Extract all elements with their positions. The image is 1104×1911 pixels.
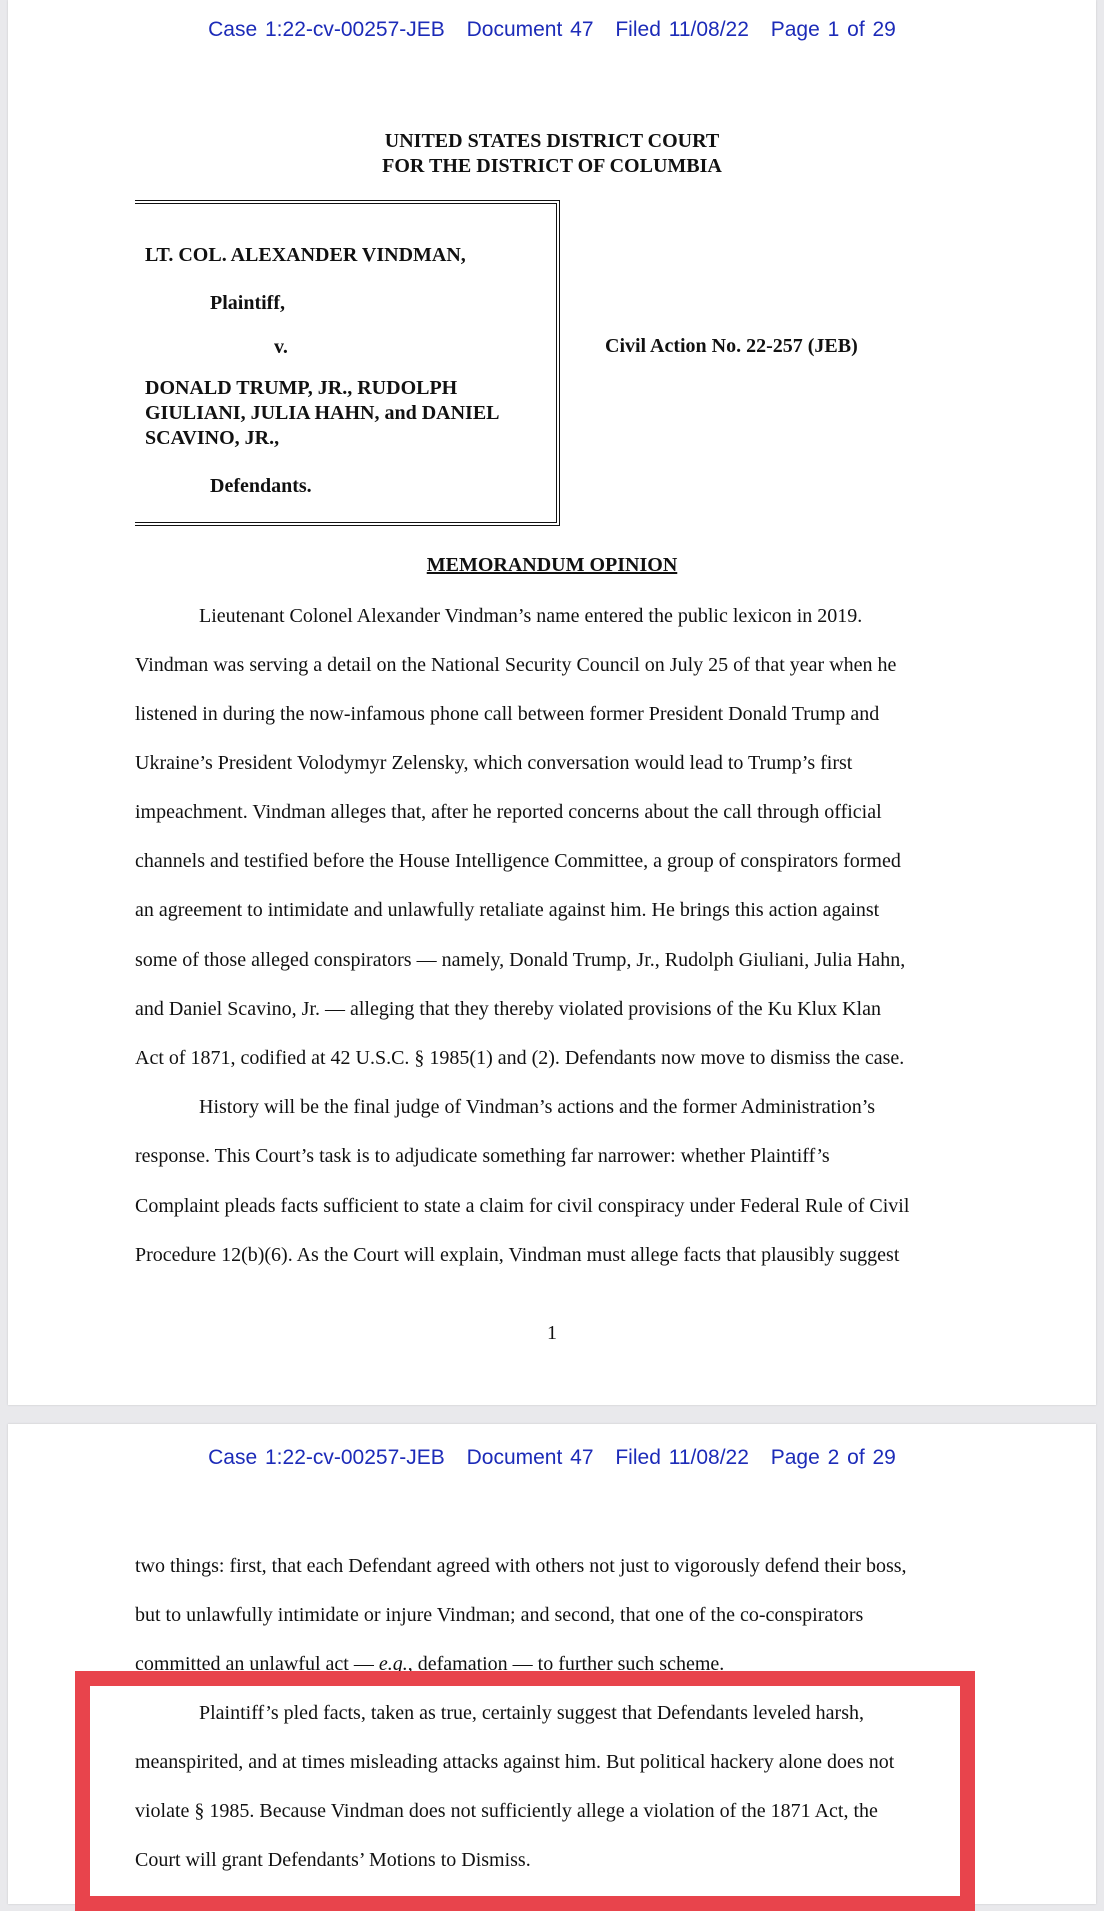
body-line: [135, 1652, 724, 1676]
body-line: Court will grant Defendants’ Motions to Dismiss.: [135, 1849, 531, 1871]
filed-date: Filed 11/08/22: [615, 1446, 749, 1469]
document-number: Document 47: [466, 18, 594, 41]
ecf-header: [8, 18, 1096, 42]
defendants-line: GIULIANI, JULIA HAHN, and DANIEL: [145, 402, 500, 424]
defendants-names: [145, 376, 500, 451]
document-number: Document 47: [466, 1446, 594, 1469]
body-line: Procedure 12(b)(6). As the Court will explain, Vindman must allege facts that plausibly suggest: [135, 1244, 900, 1266]
court-name: UNITED STATES DISTRICT COURT: [384, 130, 720, 152]
plaintiff-name: LT. COL. ALEXANDER VINDMAN,: [145, 244, 466, 266]
ecf-header: [8, 1446, 1096, 1470]
line-text: committed an unlawful act —: [135, 1653, 379, 1675]
memorandum-title: MEMORANDUM OPINION: [426, 554, 678, 576]
body-line: Plaintiff’s pled facts, taken as true, certainly suggest that Defendants leveled harsh,: [199, 1702, 864, 1724]
body-line: response. This Court’s task is to adjudicate something far narrower: whether Plaintiff’s: [135, 1145, 830, 1167]
court-district: FOR THE DISTRICT OF COLUMBIA: [382, 155, 722, 177]
case-number: Case 1:22-cv-00257-JEB: [208, 18, 445, 41]
body-line: Lieutenant Colonel Alexander Vindman’s name entered the public lexicon in 2019.: [199, 605, 863, 627]
body-line: violate § 1985. Because Vindman does not sufficiently allege a violation of the 1871 Act, the: [135, 1800, 878, 1822]
line-text: , defamation — to further such scheme.: [407, 1653, 725, 1675]
body-line: Ukraine’s President Volodymyr Zelensky, which conversation would lead to Trump’s first: [135, 752, 853, 774]
filed-date: Filed 11/08/22: [615, 18, 749, 41]
italic-eg: e.g.: [378, 1653, 408, 1675]
page-number: 1: [547, 1322, 557, 1344]
body-line: impeachment. Vindman alleges that, after he reported concerns about the call through official: [135, 801, 882, 823]
defendants-line: SCAVINO, JR.,: [145, 427, 280, 449]
body-line: and Daniel Scavino, Jr. — alleging that they thereby violated provisions of the Ku Klux Klan: [135, 998, 881, 1020]
defendants-role: Defendants.: [210, 475, 312, 497]
body-line: Complaint pleads facts sufficient to state a claim for civil conspiracy under Federal Rule of Civil: [135, 1195, 910, 1217]
body-line: two things: first, that each Defendant agreed with others not just to vigorously defend their boss,: [135, 1555, 907, 1577]
civil-action-number: Civil Action No. 22-257 (JEB): [605, 335, 858, 357]
page-indicator: Page 1 of 29: [770, 18, 896, 41]
body-line: Vindman was serving a detail on the National Security Council on July 25 of that year when he: [135, 654, 897, 676]
body-line: meanspirited, and at times misleading attacks against him. But political hackery alone does not: [135, 1751, 895, 1773]
page-indicator: Page 2 of 29: [770, 1446, 896, 1469]
body-line: but to unlawfully intimidate or injure Vindman; and second, that one of the co-conspirators: [135, 1604, 864, 1626]
body-line: History will be the final judge of Vindman’s actions and the former Administration’s: [199, 1096, 876, 1118]
document-page-1: [8, 0, 1096, 1405]
versus: v.: [274, 336, 288, 358]
body-line: an agreement to intimidate and unlawfully retaliate against him. He brings this action against: [135, 899, 880, 921]
defendants-line: DONALD TRUMP, JR., RUDOLPH: [145, 377, 458, 399]
plaintiff-role: Plaintiff,: [210, 292, 285, 314]
body-line: listened in during the now-infamous phone call between former President Donald Trump and: [135, 703, 880, 725]
body-line: Act of 1871, codified at 42 U.S.C. § 1985(1) and (2). Defendants now move to dismiss the case.: [135, 1047, 905, 1069]
body-line: some of those alleged conspirators — namely, Donald Trump, Jr., Rudolph Giuliani, Julia Hahn,: [135, 949, 906, 971]
body-line: channels and testified before the House Intelligence Committee, a group of conspirators formed: [135, 850, 901, 872]
case-number: Case 1:22-cv-00257-JEB: [208, 1446, 445, 1469]
document-page-2: [8, 1424, 1096, 1904]
court-title: [8, 129, 1096, 179]
